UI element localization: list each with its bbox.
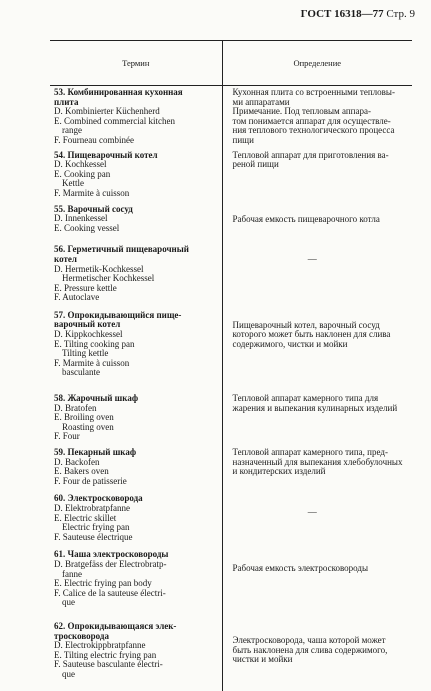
definition-line: чистки и мойки (232, 654, 293, 665)
term-title: 56. Герметичный пищеварочный (54, 245, 189, 255)
column-header-term: Термин (50, 41, 222, 86)
term-translation: E. Electric skillet (54, 513, 117, 523)
definition-line: Тепловой аппарат для приготовления ва- (232, 149, 389, 160)
term-cell (50, 548, 222, 620)
term-title: 54. Пищеварочный котел (54, 150, 158, 160)
term-title: 59. Пекарный шкаф (54, 448, 137, 457)
definition-dash: — (307, 507, 317, 518)
term-translation: F. Sauteuse basculante électri- (54, 660, 163, 670)
definition-line: содержимого, чистки и мойки (232, 339, 348, 350)
term-cell (50, 492, 222, 548)
term-translation: F. Four de patisserie (54, 476, 127, 486)
table-row (50, 203, 412, 244)
term-translation: Hermetischer Kochkessel (62, 274, 155, 284)
term-translation: F. Autoclave (54, 293, 100, 303)
term-cell (50, 243, 222, 309)
term-translation: F. Four (54, 432, 80, 442)
term-translation: F. Sauteuse électrique (54, 532, 133, 542)
page-number: Стр. 9 (386, 8, 415, 20)
definition-line: Тепловой аппарат камерного типа для (232, 393, 379, 404)
term-title: 58. Жарочный шкаф (54, 394, 139, 404)
table-row (50, 392, 412, 446)
definition-line: Кухонная плита со встроенными тепловы- (232, 87, 395, 97)
term-translation: E. Bakers oven (54, 467, 109, 477)
definition-cell (222, 620, 412, 691)
definition-cell (222, 203, 412, 244)
definition-line: назначенный для выпекания хлебобулочных (232, 456, 403, 467)
table-header-row (50, 41, 412, 86)
term-translation: que (62, 598, 75, 608)
term-title: 55. Варочный сосуд (54, 204, 133, 214)
definition-line: жарения и выпекания кулинарных изделий (232, 402, 398, 413)
term-translation: F. Fourneau combinée (54, 135, 135, 145)
term-title: тросковорода (54, 631, 109, 641)
page-header (301, 8, 415, 20)
table-row (50, 620, 412, 691)
term-translation: D. Kombinierter Küchenherd (54, 107, 160, 117)
definition-line: Пищеварочный котел, варочный сосуд (232, 319, 380, 330)
term-cell (50, 203, 222, 244)
term-translation: D. Kochkessel (54, 160, 107, 170)
definition-line: Рабочая емкость пищеварочного котла (232, 213, 380, 224)
definition-line: Тепловой аппарат камерного типа, пред- (232, 447, 388, 457)
definition-cell (222, 243, 412, 309)
definition-line: том понимается аппарат для осуществле- (232, 115, 391, 126)
term-translation: D. Kippkochkessel (54, 330, 123, 340)
term-cell (50, 149, 222, 203)
term-translation: D. Hermetik-Kochkessel (54, 264, 144, 274)
term-translation: F. Marmite à cuisson (54, 188, 130, 198)
definition-cell (222, 392, 412, 446)
definition-line: реной пищи (232, 159, 279, 170)
term-cell (50, 309, 222, 392)
term-title: плита (54, 97, 79, 107)
term-translation: F. Calice de la sauteuse électri- (54, 588, 166, 598)
term-translation: E. Cooking vessel (54, 223, 120, 233)
term-title: 53. Комбинированная кухонная (54, 88, 183, 97)
table-row (50, 492, 412, 548)
definition-line: Рабочая емкость электросковороды (232, 563, 369, 574)
definition-cell (222, 492, 412, 548)
term-cell (50, 86, 222, 149)
definition-line: пищи (232, 134, 254, 145)
term-title: варочный котел (54, 320, 121, 330)
definition-line: ми аппаратами (232, 96, 290, 107)
table-row (50, 446, 412, 492)
term-translation: fanne (62, 569, 82, 579)
gost-number: ГОСТ 16318—77 (300, 8, 384, 20)
term-translation: basculante (62, 368, 100, 378)
definition-dash: — (307, 254, 317, 265)
term-translation: D. Bratgefäss der Electrobratp- (54, 559, 167, 569)
term-title: 60. Электросковорода (54, 494, 143, 504)
definition-line: и кондитерских изделий (232, 466, 326, 477)
term-translation: Electric frying pan (62, 523, 130, 533)
term-translation: E. Broiling oven (54, 413, 114, 423)
term-translation: F. Marmite à cuisson (54, 358, 130, 368)
term-translation: D. Backofen (54, 457, 100, 467)
term-title: 61. Чаша электросковороды (54, 550, 169, 560)
table-row (50, 548, 412, 620)
table-row (50, 149, 412, 203)
column-header-definition: Определение (222, 41, 412, 86)
term-translation: D. Elektrobratpfanne (54, 503, 130, 513)
term-title: котел (54, 254, 77, 264)
term-translation: E. Electric frying pan body (54, 579, 152, 589)
definition-line: ния теплового технологического процесса (232, 125, 395, 136)
term-cell (50, 620, 222, 691)
term-translation: range (62, 126, 82, 136)
table-row (50, 243, 412, 309)
definition-cell (222, 149, 412, 203)
term-translation: E. Tilting cooking pan (54, 339, 135, 349)
definition-cell (222, 548, 412, 620)
term-cell (50, 446, 222, 492)
term-translation: D. Innenkessel (54, 214, 108, 224)
term-translation: D. Bratofen (54, 403, 97, 413)
definition-line: Электросковорода, чаша которой может (232, 634, 386, 645)
term-title: 62. Опрокидывающаяся элек- (54, 621, 177, 631)
table-row (50, 309, 412, 392)
definition-cell (222, 446, 412, 492)
term-translation: que (62, 669, 75, 679)
term-title: 57. Опрокидывающийся пище- (54, 310, 182, 320)
definition-cell (222, 86, 412, 149)
term-translation: E. Cooking pan (54, 169, 111, 179)
definition-line: которого может быть наклонен для слива (232, 329, 391, 340)
definition-cell (222, 309, 412, 392)
term-cell (50, 392, 222, 446)
table-row (50, 86, 412, 149)
term-translation: Kettle (62, 179, 84, 189)
term-translation: Roasting oven (62, 422, 114, 432)
definition-line: быть наклонена для слива содержимого, (232, 644, 388, 655)
term-translation: E. Combined commercial kitchen (54, 116, 175, 126)
term-translation: E. Tilting electric frying pan (54, 650, 157, 660)
terms-table (50, 40, 412, 691)
definition-line: Примечание. Под тепловым аппара- (232, 106, 371, 117)
term-translation: D. Electrokippbratpfanne (54, 641, 146, 651)
term-translation: E. Pressure kettle (54, 283, 117, 293)
term-translation: Tilting kettle (62, 349, 109, 359)
